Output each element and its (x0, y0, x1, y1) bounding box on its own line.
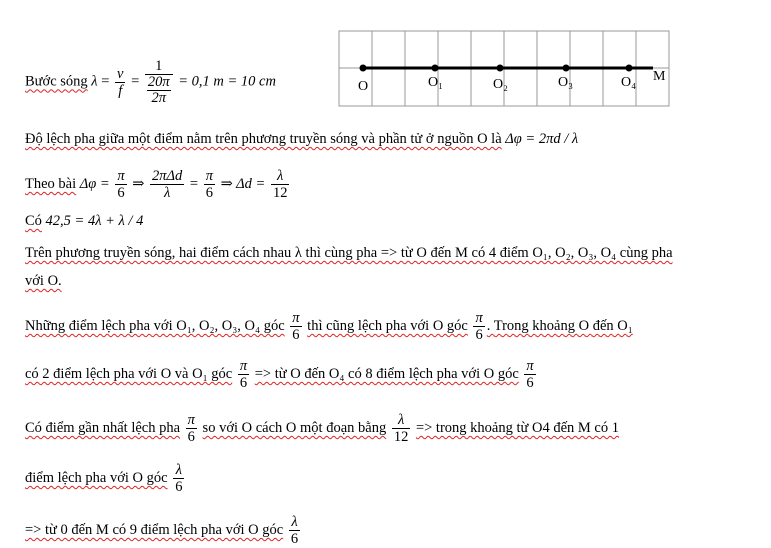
six-den-f: 6 (526, 375, 534, 391)
co-label: Có (25, 213, 42, 229)
dphi-symbol: Δφ = (79, 175, 110, 192)
lambda-over-6 (173, 462, 184, 495)
point-o4 (626, 65, 633, 72)
f-symbol: f (118, 82, 123, 99)
lambda-over-6-b (289, 514, 300, 547)
implies-arrow: ⇒ (132, 175, 145, 192)
twenty-pi-over-two-pi (147, 75, 171, 106)
six-den-c: 6 (292, 327, 300, 343)
point-o2 (497, 65, 504, 72)
wavelength-line: Bước sóng λ = $\frac{v}{f}$ = $\frac{1}{\frac{20\pi}{2\pi}}$ = 0,1 m = 10 cm (25, 58, 276, 106)
nearest-point-line (25, 412, 619, 445)
phase-shift-text-a: Những điểm lệch pha với O₁, O₂, O₃, O₄ góc (25, 317, 285, 334)
conclusion-text: => từ 0 đến M có 9 điểm lệch pha với O góc (25, 521, 284, 538)
co-line (25, 212, 143, 230)
phase-shift-text-b: thì cũng lệch pha với O góc (307, 317, 468, 334)
lambda-den: λ (164, 185, 171, 201)
point-o (360, 65, 367, 72)
pi-over-6-b (204, 168, 215, 201)
point-o1 (432, 65, 439, 72)
delta-d: ⇒ Δd = (220, 175, 266, 192)
pi-over-6-c (290, 310, 301, 343)
phase-formula: Δφ = 2πd / λ (505, 131, 579, 147)
twelve-den-b: 12 (393, 429, 409, 445)
pi-num-c: π (292, 310, 300, 326)
one-numerator: 1 (145, 58, 173, 75)
two-points-text-a: có 2 điểm lệch pha với O và O₁ góc (25, 365, 233, 382)
theo-bai-line (25, 168, 291, 201)
pi-num-d: π (475, 310, 483, 326)
pi-over-6-g (186, 412, 197, 445)
pi-num-e: π (239, 358, 248, 374)
two-points-text-b: => từ O đến O₄ có 8 điểm lệch pha với O góc (254, 365, 519, 382)
label-o3: O₃ (558, 75, 573, 90)
lambda-num-d: λ (289, 514, 300, 531)
pi-num: π (117, 168, 125, 184)
point-o3 (563, 65, 570, 72)
six-den-i: 6 (290, 531, 299, 547)
lambda-num-b: λ (392, 412, 411, 429)
phase-definition-text: Độ lệch pha giữa một điểm nằm trên phương truyền sóng và phần tử ở nguồn O là (25, 131, 502, 147)
v-over-f (115, 66, 125, 99)
pi-num-b: π (205, 168, 213, 184)
one-point-text: điểm lệch pha với O góc (25, 469, 168, 486)
lambda-over-12 (271, 168, 290, 201)
twelve-den: 12 (272, 185, 288, 201)
lambda-num-c: λ (173, 462, 184, 479)
label-o4: O₄ (621, 75, 636, 90)
two-points-line (25, 358, 538, 391)
six-den-b: 6 (205, 185, 213, 201)
six-den: 6 (117, 185, 125, 201)
lambda-over-12-b (392, 412, 411, 445)
wavelength-label: Bước sóng (25, 73, 88, 90)
phase-definition-line (25, 130, 578, 148)
nearest-text-b: so với O cách O một đoạn bằng (202, 419, 387, 436)
phase-shift-line (25, 310, 633, 343)
six-den-h: 6 (175, 479, 183, 495)
wave-diagram (338, 30, 702, 108)
two-pi-dd: 2πΔd (152, 168, 183, 184)
nearest-text-a: Có điểm gần nhất lệch pha (25, 419, 181, 436)
label-o2: O₂ (493, 77, 508, 92)
one-point-line (25, 462, 186, 495)
label-o1: O₁ (428, 75, 443, 90)
pi-over-6-d (473, 310, 484, 343)
lambda-symbol: λ (91, 73, 98, 90)
six-den-d: 6 (475, 327, 483, 343)
label-m: M (653, 69, 666, 84)
two-pi-dd-over-lambda (150, 168, 184, 201)
nearest-text-c: => trong khoảng từ O4 đến M có 1 (415, 419, 619, 436)
two-pi: 2π (151, 90, 167, 106)
pi-over-6-f (524, 358, 535, 391)
conclusion-line (25, 514, 302, 547)
equals: = (189, 175, 199, 192)
one-over-frac (145, 58, 173, 106)
six-den-e: 6 (239, 375, 248, 391)
six-den-g: 6 (187, 429, 195, 445)
pi-num-f: π (526, 358, 534, 374)
pi-num-g: π (187, 412, 195, 428)
theo-bai-label: Theo bài (25, 175, 77, 192)
pi-over-6 (115, 168, 126, 201)
phase-shift-text-c: . Trong khoảng O đến O₁ (486, 317, 633, 334)
same-phase-line-1: Trên phương truyền sóng, hai điểm cách nhau λ thì cùng pha => từ O đến M có 4 điểm O₁, O₂, O₃, O₄ cùng pha (25, 245, 673, 261)
twenty-pi: 20π (147, 74, 170, 90)
v-symbol: v (117, 65, 124, 82)
pi-over-6-e (238, 358, 249, 391)
same-phase-line-2: với O. (25, 273, 62, 289)
wavelength-result: = 0,1 m = 10 cm (178, 73, 276, 90)
label-o: O (358, 79, 369, 94)
lambda-num: λ (271, 168, 290, 185)
co-formula: 42,5 = 4λ + λ / 4 (45, 213, 144, 229)
